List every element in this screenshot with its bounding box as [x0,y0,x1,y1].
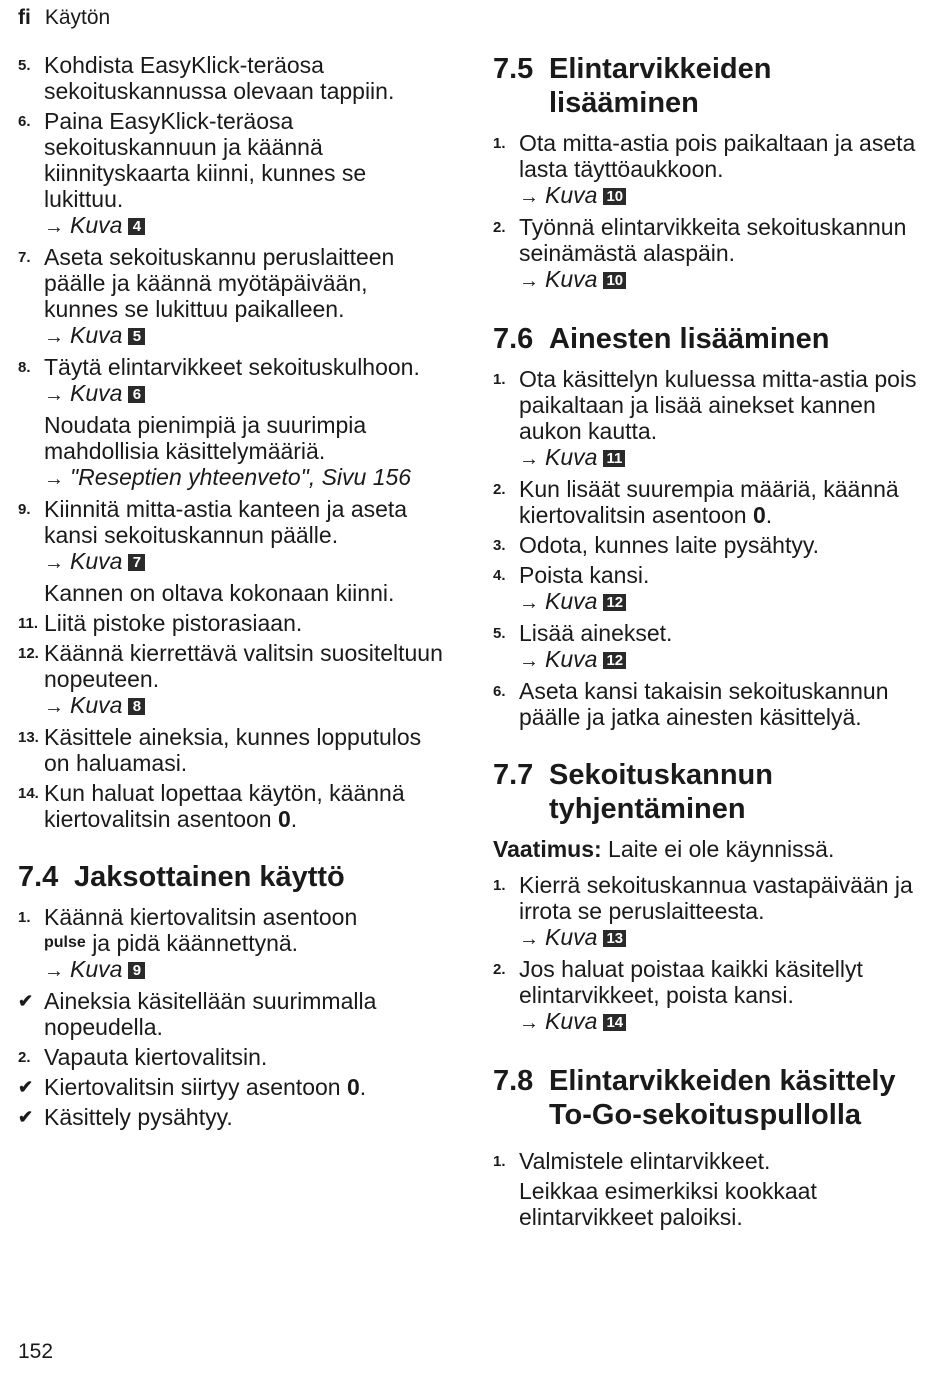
heading-7-4: 7.4 Jaksottainen käyttö [18,861,345,893]
heading-7-8: 7.8 Elintarvikkeiden käsittely To-Go-sekoituspullolla [493,1065,896,1131]
steps-list [493,1148,923,1230]
list-item [18,52,448,104]
page-reference [44,464,448,492]
figure-reference [44,212,448,240]
requirement-line: Vaatimus: Laite ei ole käynnissä. [493,836,835,862]
step-text: Aseta sekoituskannu peruslaitteen päälle ja käännä myötäpäivään, kunnes se lukittuu paikalleen. [44,244,395,322]
arrow-icon: → [44,216,64,238]
figure-label: Kuva [70,212,123,238]
page-header [18,6,110,30]
figure-badge: 7 [128,554,145,571]
arrow-icon: → [44,696,64,718]
figure-badge: 12 [603,652,626,669]
figure-badge: 14 [603,1014,626,1031]
arrow-icon: → [519,270,539,292]
step-text: Jos haluat poistaa kaikki käsitellyt elintarvikkeet, poista kansi. [519,956,863,1008]
arrow-icon: → [519,186,539,208]
step-number: 1. [493,1153,506,1170]
punctuation: . [765,502,773,528]
list-item [18,640,448,720]
arrow-icon: → [519,928,539,950]
checkmark-icon: ✔ [18,991,34,1011]
step-text: Kohdista EasyKlick-teräosa sekoituskannussa olevaan tappiin. [44,52,395,104]
steps-list [493,130,923,294]
step-number: 1. [493,371,506,388]
setting-value: 0 [277,806,291,832]
step-number: 2. [493,481,506,498]
arrow-icon: → [44,326,64,348]
right-column [493,52,923,1234]
step-text: Ota käsittelyn kuluessa mitta-astia pois paikaltaan ja lisää ainekset kannen aukon kautta. [519,366,917,444]
list-item [493,562,923,616]
step-text: Paina EasyKlick-teräosa sekoituskannuun ja käännä kiinnityskaarta kiinni, kunnes se lukittuu. [44,108,367,212]
step-number: 4. [493,567,506,584]
list-item: 2. Vapauta kiertovalitsin. [18,1044,268,1070]
figure-reference [519,266,923,294]
language-code: fi [18,6,31,29]
arrow-icon: → [44,468,64,490]
step-number: 2. [493,961,506,978]
step-number: 3. [493,537,506,554]
figure-reference [519,924,923,952]
figure-reference [44,692,448,720]
step-number: 6. [18,113,31,130]
step-text: Käännä kierrettävä valitsin suositeltuun nopeuteen. [44,640,443,692]
figure-badge: 10 [603,188,626,205]
step-number: 2. [493,219,506,236]
step-text: Lisää ainekset. [519,620,673,646]
figure-badge: 13 [603,930,626,947]
figure-label: Kuva [70,692,123,718]
list-item [18,354,448,492]
step-text: Odota, kunnes laite pysähtyy. [519,532,820,558]
steps-list [18,52,448,832]
arrow-icon: → [519,650,539,672]
arrow-icon: → [44,552,64,574]
figure-label: Kuva [70,322,123,348]
list-item [18,724,448,776]
step-number: 1. [493,877,506,894]
figure-label: Kuva [545,588,598,614]
step-text: Käsittele aineksia, kunnes lopputulos on haluamasi. [44,724,422,776]
step-number: 9. [18,501,31,518]
arrow-icon: → [519,1012,539,1034]
figure-label: Kuva [545,924,598,950]
figure-label: Kuva [545,444,598,470]
figure-reference [519,444,923,472]
step-text: Kun haluat lopettaa käytön, käännä kiertovalitsin asentoon [44,780,405,832]
figure-label: Kuva [545,266,598,292]
figure-reference [519,1008,923,1036]
reference-text: "Reseptien yhteenveto", Sivu 156 [70,464,412,490]
step-number: 14. [18,785,39,802]
list-item [493,678,923,730]
arrow-icon: → [44,384,64,406]
step-number: 1. [493,135,506,152]
step-number: 13. [18,729,39,746]
figure-label: Kuva [545,182,598,208]
list-item [493,130,923,210]
figure-label: Kuva [70,380,123,406]
figure-badge: 4 [128,218,145,235]
list-item [493,532,923,558]
checkmark-icon: ✔ [18,1107,34,1127]
arrow-icon: → [519,448,539,470]
list-item [493,476,923,528]
steps-list [493,872,923,1036]
list-item [18,108,448,240]
section-title: Käytön [44,6,111,29]
step-text: Ota mitta-astia pois paikaltaan ja aseta lasta täyttöaukkoon. [519,130,916,182]
list-item [493,366,923,472]
figure-badge: 5 [128,328,145,345]
step-text: Täytä elintarvikkeet sekoituskulhoon. [44,354,420,380]
figure-reference [519,646,923,674]
result-item: ✔ Kiertovalitsin siirtyy asentoon 0. [18,1074,367,1100]
step-note: Leikkaa esimerkiksi kookkaat elintarvikkeet paloiksi. [519,1178,817,1230]
figure-label: Kuva [545,1008,598,1034]
checkmark-icon: ✔ [18,1077,34,1097]
list-item [18,244,448,350]
result-item: ✔ Aineksia käsitellään suurimmalla nopeudella. [18,988,377,1040]
heading-7-5: 7.5 Elintarvikkeiden lisääminen [493,53,772,119]
arrow-icon: → [44,960,64,982]
step-number: 7. [18,249,31,266]
figure-reference [44,322,448,350]
arrow-icon: → [519,592,539,614]
steps-list [493,366,923,730]
figure-reference [44,548,448,576]
list-item [493,872,923,952]
setting-value: 0 [752,502,766,528]
figure-badge: 12 [603,594,626,611]
heading-7-7: 7.7 Sekoituskannun tyhjentäminen [493,759,773,825]
list-item [18,496,448,606]
figure-reference [44,380,448,408]
left-column [18,52,448,1134]
figure-reference: → Kuva 9 [44,956,448,984]
list-item [493,214,923,294]
result-item: ✔ Käsittely pysähtyy. [18,1104,233,1130]
step-note: Kannen on oltava kokonaan kiinni. [44,580,395,606]
figure-badge: 11 [603,450,625,467]
figure-reference [519,588,923,616]
figure-badge: 9 [128,962,145,979]
step-number: 11. [18,615,39,632]
pulse-label: pulse [44,934,86,951]
figure-badge: 10 [603,272,626,289]
figure-badge: 8 [128,698,145,715]
step-text: Kiinnitä mitta-astia kanteen ja aseta kansi sekoituskannun päälle. [44,496,408,548]
punctuation: . [290,806,298,832]
figure-reference [519,182,923,210]
heading-7-6: 7.6 Ainesten lisääminen [493,323,830,355]
list-item [493,1148,923,1230]
step-number: 5. [18,57,31,74]
step-text: Aseta kansi takaisin sekoituskannun päälle ja jatka ainesten käsittelyä. [519,678,889,730]
step-note: Noudata pienimpiä ja suurimpia mahdollisia käsittelymääriä. [44,412,367,464]
step-text: Valmistele elintarvikkeet. [519,1148,771,1174]
figure-label: Kuva [70,548,123,574]
step-text: Kun lisäät suurempia määriä, käännä kiertovalitsin asentoon [519,476,899,528]
step-text: Työnnä elintarvikkeita sekoituskannun seinämästä alaspäin. [519,214,907,266]
figure-badge: 6 [128,386,145,403]
list-item [493,956,923,1036]
step-text: Poista kansi. [519,562,650,588]
list-item [18,610,448,636]
page-number: 152 [18,1340,54,1363]
step-text: Kierrä sekoituskannua vastapäivään ja irrota se peruslaitteesta. [519,872,913,924]
step-number: 8. [18,359,31,376]
list-item [18,780,448,832]
list-item: 1. Käännä kiertovalitsin asentoon pulse ja pidä käännettynä. → Kuva 9 [18,904,448,984]
figure-label: Kuva [545,646,598,672]
step-number: 6. [493,683,506,700]
step-number: 12. [18,645,39,662]
step-text: Liitä pistoke pistorasiaan. [44,610,303,636]
step-number: 5. [493,625,506,642]
list-item [493,620,923,674]
